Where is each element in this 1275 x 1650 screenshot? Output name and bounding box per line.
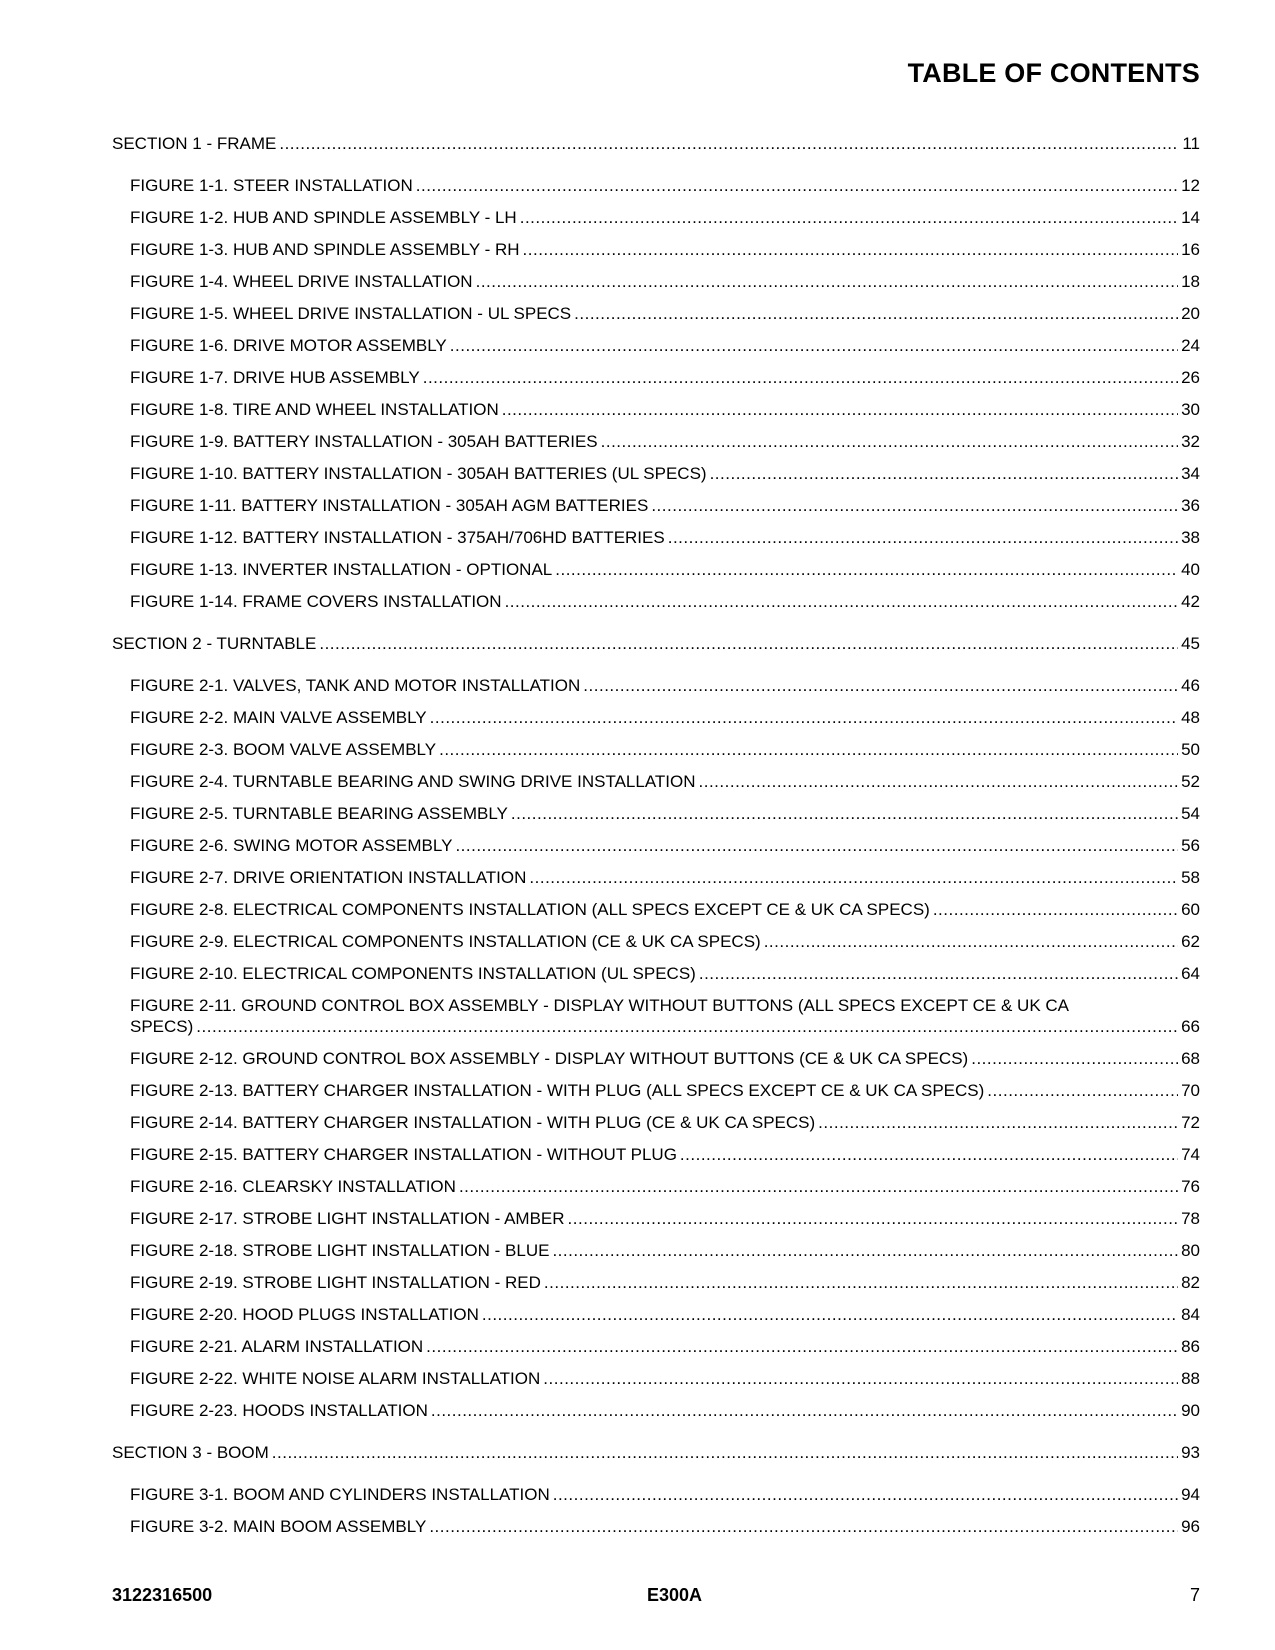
dot-leader — [196, 1016, 1178, 1037]
entry-page-number: 78 — [1181, 1209, 1200, 1228]
entry-page-number: 20 — [1181, 304, 1200, 323]
dot-leader — [416, 170, 1178, 202]
entry-page-number: 26 — [1181, 368, 1200, 387]
entry-page-number: 70 — [1181, 1081, 1200, 1100]
entry-page-number: 52 — [1181, 772, 1200, 791]
entry-page-number: 11 — [1182, 134, 1200, 153]
entry-page-number: 64 — [1181, 964, 1200, 983]
dot-leader — [553, 1479, 1178, 1511]
dot-leader — [710, 458, 1179, 490]
entry-page-number: 82 — [1181, 1273, 1200, 1292]
dot-leader — [439, 734, 1178, 766]
entry-page-number: 72 — [1181, 1113, 1200, 1132]
dot-leader — [583, 670, 1178, 702]
entry-label-continued: SPECS) — [130, 1017, 194, 1036]
toc-figure-entry[interactable] — [112, 926, 1200, 958]
dot-leader — [476, 266, 1178, 298]
toc-figure-entry[interactable] — [112, 234, 1200, 266]
entry-label: FIGURE 2-21. ALARM INSTALLATION — [130, 1337, 424, 1356]
toc-figure-entry[interactable] — [112, 426, 1200, 458]
page-number: 7 — [1189, 1585, 1200, 1605]
entry-page-number: 93 — [1181, 1443, 1200, 1462]
toc-section-entry[interactable] — [112, 128, 1200, 160]
entry-page-number: 90 — [1181, 1401, 1200, 1420]
toc-figure-entry[interactable] — [112, 458, 1200, 490]
toc-figure-entry[interactable] — [112, 266, 1200, 298]
entry-page-number: 80 — [1181, 1241, 1200, 1260]
dot-leader — [543, 1363, 1178, 1395]
toc-figure-entry[interactable] — [112, 1267, 1200, 1299]
entry-page-number: 60 — [1181, 900, 1200, 919]
dot-leader — [423, 362, 1178, 394]
dot-leader — [764, 926, 1178, 958]
entry-page-number: 36 — [1181, 496, 1200, 515]
entry-label: FIGURE 2-13. BATTERY CHARGER INSTALLATION - WITH PLUG (ALL SPECS EXCEPT CE & UK CA SPECS) — [130, 1081, 985, 1100]
entry-page-number: 50 — [1181, 740, 1200, 759]
entry-label: FIGURE 1-13. INVERTER INSTALLATION - OPTIONAL — [130, 560, 553, 579]
dot-leader — [971, 1043, 1178, 1075]
entry-label: FIGURE 3-1. BOOM AND CYLINDERS INSTALLATION — [130, 1485, 550, 1504]
dot-leader — [511, 798, 1178, 830]
toc-figure-entry[interactable] — [112, 1107, 1200, 1139]
entry-label: FIGURE 2-11. GROUND CONTROL BOX ASSEMBLY - DISPLAY WITHOUT BUTTONS (ALL SPECS EXCEPT CE & UK CA — [130, 996, 1069, 1015]
entry-label: FIGURE 1-4. WHEEL DRIVE INSTALLATION — [130, 272, 473, 291]
entry-page-number: 38 — [1181, 528, 1200, 547]
dot-leader — [699, 958, 1178, 990]
toc-figure-entry[interactable] — [112, 586, 1200, 618]
entry-page-number: 56 — [1181, 836, 1200, 855]
entry-page-number: 84 — [1181, 1305, 1200, 1324]
entry-page-number: 30 — [1181, 400, 1200, 419]
entry-page-number: 40 — [1181, 560, 1200, 579]
entry-label: SECTION 2 - TURNTABLE — [112, 634, 317, 653]
entry-page-number: 74 — [1181, 1145, 1200, 1164]
entry-label: FIGURE 2-18. STROBE LIGHT INSTALLATION - BLUE — [130, 1241, 550, 1260]
dot-leader — [601, 426, 1178, 458]
entry-label: FIGURE 2-1. VALVES, TANK AND MOTOR INSTALLATION — [130, 676, 581, 695]
toc-figure-entry[interactable] — [112, 995, 1200, 1037]
entry-label: FIGURE 2-8. ELECTRICAL COMPONENTS INSTALLATION (ALL SPECS EXCEPT CE & UK CA SPECS) — [130, 900, 930, 919]
entry-page-number: 96 — [1181, 1517, 1200, 1536]
dot-leader — [818, 1107, 1178, 1139]
dot-leader — [272, 1437, 1178, 1469]
entry-page-number: 58 — [1181, 868, 1200, 887]
entry-page-number: 86 — [1181, 1337, 1200, 1356]
entry-page-number: 48 — [1181, 708, 1200, 727]
entry-label: FIGURE 1-3. HUB AND SPINDLE ASSEMBLY - RH — [130, 240, 520, 259]
entry-page-number: 54 — [1181, 804, 1200, 823]
dot-leader — [529, 862, 1178, 894]
dot-leader — [459, 1171, 1178, 1203]
toc-figure-entry[interactable] — [112, 1363, 1200, 1395]
toc-figure-entry[interactable] — [112, 202, 1200, 234]
entry-page-number: 45 — [1181, 634, 1200, 653]
toc-figure-entry[interactable] — [112, 830, 1200, 862]
entry-label: FIGURE 1-5. WHEEL DRIVE INSTALLATION - UL SPECS — [130, 304, 572, 323]
toc-figure-entry[interactable] — [112, 798, 1200, 830]
entry-label: FIGURE 1-1. STEER INSTALLATION — [130, 176, 413, 195]
dot-leader — [523, 234, 1179, 266]
dot-leader — [482, 1299, 1178, 1331]
entry-label: FIGURE 2-16. CLEARSKY INSTALLATION — [130, 1177, 456, 1196]
toc-figure-entry[interactable] — [112, 1479, 1200, 1511]
dot-leader — [668, 522, 1178, 554]
toc-figure-entry[interactable] — [112, 1171, 1200, 1203]
entry-label: FIGURE 2-7. DRIVE ORIENTATION INSTALLATION — [130, 868, 527, 887]
toc-figure-entry[interactable] — [112, 1043, 1200, 1075]
entry-label: FIGURE 2-3. BOOM VALVE ASSEMBLY — [130, 740, 437, 759]
toc-figure-entry[interactable] — [112, 1235, 1200, 1267]
dot-leader — [505, 586, 1179, 618]
entry-page-number: 66 — [1181, 1017, 1200, 1036]
entry-page-number: 94 — [1181, 1485, 1200, 1504]
entry-label: FIGURE 2-15. BATTERY CHARGER INSTALLATION - WITHOUT PLUG — [130, 1145, 677, 1164]
toc-section-entry[interactable] — [112, 628, 1200, 660]
toc-figure-entry[interactable] — [112, 170, 1200, 202]
entry-label: SECTION 3 - BOOM — [112, 1443, 269, 1462]
toc-figure-entry[interactable] — [112, 554, 1200, 586]
entry-label: FIGURE 2-9. ELECTRICAL COMPONENTS INSTALLATION (CE & UK CA SPECS) — [130, 932, 761, 951]
entry-label: FIGURE 2-6. SWING MOTOR ASSEMBLY — [130, 836, 453, 855]
dot-leader — [502, 394, 1178, 426]
entry-label: FIGURE 1-14. FRAME COVERS INSTALLATION — [130, 592, 502, 611]
dot-leader — [426, 1331, 1178, 1363]
toc-figure-entry[interactable] — [112, 1139, 1200, 1171]
entry-label: FIGURE 3-2. MAIN BOOM ASSEMBLY — [130, 1517, 427, 1536]
entry-label: FIGURE 1-6. DRIVE MOTOR ASSEMBLY — [130, 336, 447, 355]
entry-label: FIGURE 2-2. MAIN VALVE ASSEMBLY — [130, 708, 427, 727]
document-number: 3122316500 — [112, 1585, 213, 1605]
page-title: TABLE OF CONTENTS — [907, 58, 1200, 88]
toc-section-entry[interactable] — [112, 1437, 1200, 1469]
entry-label: FIGURE 2-5. TURNTABLE BEARING ASSEMBLY — [130, 804, 508, 823]
entry-label: FIGURE 2-20. HOOD PLUGS INSTALLATION — [130, 1305, 479, 1324]
toc-figure-entry[interactable] — [112, 766, 1200, 798]
dot-leader — [544, 1267, 1178, 1299]
toc-figure-entry[interactable] — [112, 670, 1200, 702]
entry-label: FIGURE 2-22. WHITE NOISE ALARM INSTALLATION — [130, 1369, 541, 1388]
entry-page-number: 14 — [1181, 208, 1200, 227]
toc-figure-entry[interactable] — [112, 522, 1200, 554]
entry-page-number: 24 — [1181, 336, 1200, 355]
dot-leader — [450, 330, 1178, 362]
entry-label: FIGURE 1-11. BATTERY INSTALLATION - 305AH AGM BATTERIES — [130, 496, 649, 515]
entry-label: SECTION 1 - FRAME — [112, 134, 277, 153]
dot-leader — [431, 1395, 1178, 1427]
toc-figure-entry[interactable] — [112, 330, 1200, 362]
entry-page-number: 32 — [1181, 432, 1200, 451]
entry-label: FIGURE 2-19. STROBE LIGHT INSTALLATION - RED — [130, 1273, 541, 1292]
entry-label: FIGURE 2-23. HOODS INSTALLATION — [130, 1401, 428, 1420]
entry-page-number: 34 — [1181, 464, 1200, 483]
dot-leader — [987, 1075, 1178, 1107]
toc-figure-entry[interactable] — [112, 862, 1200, 894]
toc-figure-entry[interactable] — [112, 1511, 1200, 1543]
entry-label: FIGURE 2-17. STROBE LIGHT INSTALLATION - AMBER — [130, 1209, 565, 1228]
model-name: E300A — [647, 1585, 703, 1605]
dot-leader — [430, 702, 1178, 734]
entry-label: FIGURE 2-12. GROUND CONTROL BOX ASSEMBLY - DISPLAY WITHOUT BUTTONS (CE & UK CA SPECS) — [130, 1049, 969, 1068]
entry-page-number: 42 — [1181, 592, 1200, 611]
entry-page-number: 12 — [1181, 176, 1200, 195]
toc-figure-entry[interactable] — [112, 394, 1200, 426]
dot-leader — [319, 628, 1178, 660]
toc-figure-entry[interactable] — [112, 958, 1200, 990]
entry-label: FIGURE 1-10. BATTERY INSTALLATION - 305AH BATTERIES (UL SPECS) — [130, 464, 707, 483]
dot-leader — [552, 1235, 1178, 1267]
table-of-contents — [112, 128, 1200, 1543]
entry-page-number: 62 — [1181, 932, 1200, 951]
toc-figure-entry[interactable] — [112, 1299, 1200, 1331]
dot-leader — [520, 202, 1178, 234]
toc-figure-entry[interactable] — [112, 1075, 1200, 1107]
dot-leader — [455, 830, 1178, 862]
dot-leader — [933, 894, 1178, 926]
toc-figure-entry[interactable] — [112, 894, 1200, 926]
entry-label: FIGURE 2-4. TURNTABLE BEARING AND SWING DRIVE INSTALLATION — [130, 772, 696, 791]
toc-figure-entry[interactable] — [112, 1331, 1200, 1363]
entry-label: FIGURE 1-12. BATTERY INSTALLATION - 375AH/706HD BATTERIES — [130, 528, 665, 547]
dot-leader — [429, 1511, 1178, 1543]
dot-leader — [279, 128, 1179, 160]
dot-leader — [699, 766, 1179, 798]
entry-page-number: 76 — [1181, 1177, 1200, 1196]
toc-figure-entry[interactable] — [112, 1395, 1200, 1427]
entry-label: FIGURE 1-8. TIRE AND WHEEL INSTALLATION — [130, 400, 499, 419]
entry-label: FIGURE 1-9. BATTERY INSTALLATION - 305AH BATTERIES — [130, 432, 598, 451]
entry-label: FIGURE 2-10. ELECTRICAL COMPONENTS INSTALLATION (UL SPECS) — [130, 964, 696, 983]
toc-figure-entry[interactable] — [112, 490, 1200, 522]
toc-figure-entry[interactable] — [112, 734, 1200, 766]
dot-leader — [574, 298, 1178, 330]
dot-leader — [568, 1203, 1179, 1235]
toc-figure-entry[interactable] — [112, 1203, 1200, 1235]
toc-figure-entry[interactable] — [112, 362, 1200, 394]
entry-label: FIGURE 1-7. DRIVE HUB ASSEMBLY — [130, 368, 420, 387]
entry-page-number: 16 — [1181, 240, 1200, 259]
entry-page-number: 88 — [1181, 1369, 1200, 1388]
entry-label: FIGURE 2-14. BATTERY CHARGER INSTALLATION - WITH PLUG (CE & UK CA SPECS) — [130, 1113, 816, 1132]
entry-page-number: 18 — [1181, 272, 1200, 291]
toc-figure-entry[interactable] — [112, 298, 1200, 330]
dot-leader — [555, 554, 1178, 586]
entry-label: FIGURE 1-2. HUB AND SPINDLE ASSEMBLY - LH — [130, 208, 517, 227]
dot-leader — [680, 1139, 1178, 1171]
dot-leader — [651, 490, 1178, 522]
entry-page-number: 46 — [1181, 676, 1200, 695]
toc-figure-entry[interactable] — [112, 702, 1200, 734]
entry-page-number: 68 — [1181, 1049, 1200, 1068]
page-footer — [112, 1585, 1200, 1609]
